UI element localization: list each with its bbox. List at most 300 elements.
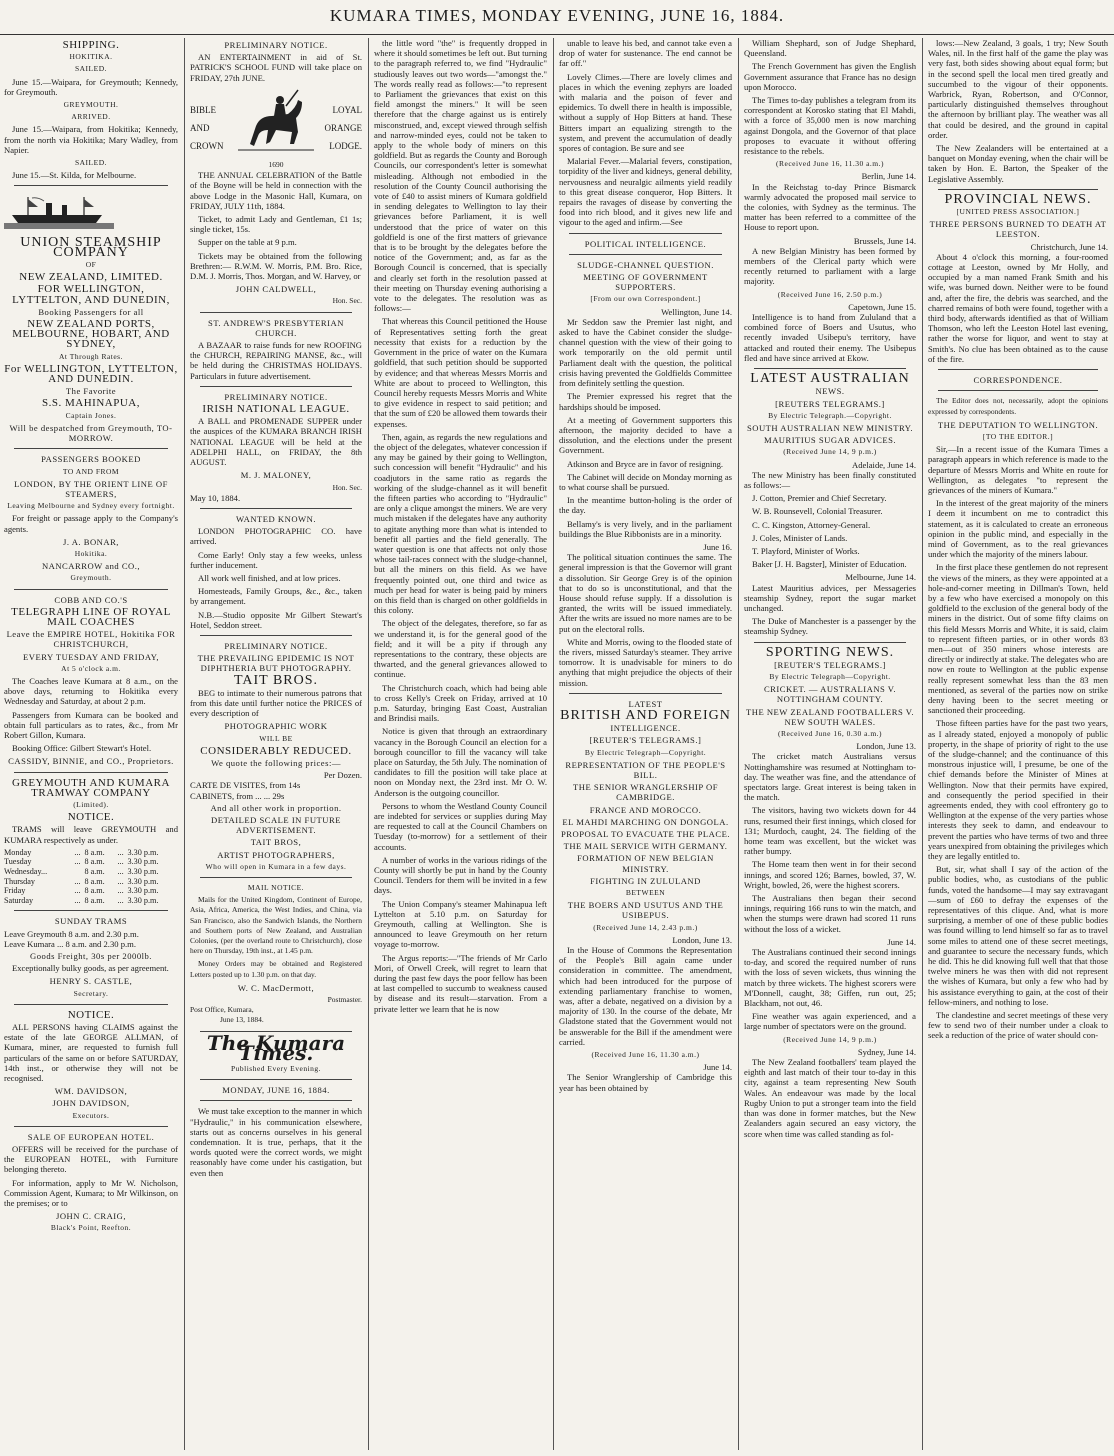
timetable-cell: Monday (4, 847, 32, 857)
ad-heading: SALE OF EUROPEAN HOTEL. (27, 1131, 155, 1142)
lodge-word: ORANGE (324, 122, 362, 133)
ad-text: Secretary. (73, 988, 109, 998)
news-paragraph: The Duke of Manchester is a passenger by the steamship Sydney. (744, 616, 916, 637)
section-heading: PROVINCIAL NEWS. (944, 191, 1092, 207)
timetable-row (4, 877, 178, 887)
ad-text: Post Office, Kumara, (190, 1005, 254, 1015)
letter-paragraph: Those fifteen parties have for the past two years, as I already stated, enjoyed a monopoly of public property, in the shape of priority of right to the use of the sludge-channel; and the continuance of this monstrous injustice will, I presume, be one of the chief demands before the Minister of Mines at Wellington. Now that their permits have expired, and consequently the period specified in their agreements ended, they with cool effrontery go to Wellington at the expense of the very parties whose interests they seek to damn, and endeavour to prevent the parties who have terms of two and three years unexpired from obtaining the privileges which they are legally entitled to. (928, 718, 1108, 862)
credit-line: [REUTER'S TELEGRAMS.] (774, 659, 886, 670)
ad-text: Tickets may be obtained from the following Brethren:— R.W.M. W. Morris, P.M. Bro. Rice, D.M. J. Morris, Thos. Morgan, and W. Harvey, or (190, 250, 362, 282)
news-paragraph: W. B. Rounsevell, Colonial Treasurer. (752, 506, 883, 517)
ad-text: At 5 o'clock a.m. (61, 663, 121, 673)
dateline: London, June 13. (856, 741, 916, 752)
section-heading: NEWS. (815, 386, 845, 397)
ad-text: Leave Greymouth 8 a.m. and 2.30 p.m. (4, 928, 139, 939)
ad-heading: CONSIDERABLY REDUCED. (200, 744, 352, 757)
news-paragraph: At a meeting of Government supporters this afternoon, the majority decided to have a dissolution, and the elections under the present Government. (559, 414, 732, 456)
timetable-cell: ... (74, 847, 81, 857)
ad-text: Captain Jones. (65, 410, 117, 420)
news-paragraph: The visitors, having two wickets down for 44 runs, resumed their first innings, which closed for 131; Murdoch, caught, 24. The fielding of the home team was excellent, but the wicket was rather bumpy. (744, 805, 916, 857)
divider (14, 448, 168, 449)
divider (14, 772, 168, 773)
ad-heading: PASSENGERS BOOKED (41, 454, 141, 465)
ad-text: OF (85, 260, 97, 270)
credit-line: By Electric Telegraph—Copyright. (769, 671, 891, 681)
news-heading: CRICKET. — AUSTRALIANS V. NOTTINGHAM COUNTY. (763, 684, 897, 705)
news-paragraph: In the Reichstag to-day Prince Bismarck warmly advocated the proposed mail service to the colonies, with Sydney as the terminus. The matter has been referred to a committee of the House to report upon. (744, 181, 916, 233)
news-paragraph: Lovely Climes.—There are lovely climes and places in which the evening zephyrs are loaded with malaria and the poison of fever and epidemics. To dwell there in health is impossible, without a supply of Hop Bitters at hand. These Bitters impart an equalizing strength to the system, and prevent the accumulation of deadly spores of contagion. Be sure and see (559, 71, 732, 154)
news-paragraph: Fine weather was again experienced, and a large number of spectators were on the ground. (744, 1011, 916, 1032)
divider (938, 189, 1098, 190)
ad-signature: JOHN DAVIDSON, (52, 1098, 130, 1109)
credit-line: [REUTER'S TELEGRAMS.] (589, 735, 702, 746)
ad-signature: WM. DAVIDSON, (54, 1086, 128, 1097)
news-paragraph: lows:—New Zealand, 3 goals, 1 try; New South Wales, nil. In the first half of the game the play was very fast, both sides showing about equal form; but in the second spell the local men tired greatly and succumbed to the vigour of their opponents. Warbrick, Ryan, Robertson, and O'Connor, particularly distinguished themselves throughout the afternoon by brilliant play. The weather was all that could be desired, and the ground in capital order. (928, 38, 1108, 140)
ad-heading: FOR WELLINGTON, LYTTELTON, AND DUNEDIN, (12, 283, 170, 306)
credit-line: [TO THE EDITOR.] (982, 431, 1054, 441)
lodge-word: LOYAL (332, 104, 362, 115)
section-heading: CORRESPONDENCE. (973, 375, 1063, 386)
news-heading: THE NEW ZEALAND FOOTBALLERS V. NEW SOUTH WALES. (745, 706, 914, 727)
section-heading: MEETING OF GOVERNMENT SUPPORTERS. (583, 272, 708, 293)
section-heading: LATEST AUSTRALIAN (750, 371, 910, 387)
ad-heading: For WELLINGTON, LYTTELTON, AND DUNEDIN. (4, 362, 178, 386)
section-heading: SLUDGE-CHANNEL QUESTION. (577, 259, 714, 270)
ad-text: For information, apply to Mr W. Nicholson, Commission Agent, Kumara; to Mr Wilkinson, on the premises; or to (4, 1177, 178, 1209)
divider (200, 877, 352, 878)
dateline: Brussels, June 14. (853, 235, 916, 246)
dateline: Berlin, June 14. (861, 171, 916, 182)
column-6 (928, 38, 1108, 1450)
editorial-paragraph: We must take exception to the manner in which "Hydraulic," in his communication elsewhere, starts out as concerns ourselves in his general condemnation. It is true, perhaps, that it the words quoted were the correct words, we might reasonably have come under his castigation, but even then (190, 1106, 362, 1178)
ad-text: Exceptionally bulky goods, as per agreement. (12, 963, 169, 974)
ad-text: N.B.—Studio opposite Mr Gilbert Stewart's Hotel, Seddon street. (190, 609, 362, 630)
shipping-heading: SHIPPING. (62, 39, 120, 51)
ad-text: Black's Point, Reefton. (50, 1223, 132, 1233)
news-heading: THE SENIOR WRANGLERSHIP OF CAMBRIDGE. (572, 782, 718, 803)
letter-paragraph: The clandestine and secret meetings of these very few to send two of their number under a cloak to seek a reduction of the price of water should con- (928, 1010, 1108, 1041)
ad-signature: M. J. MALONEY, (240, 470, 312, 481)
ad-heading: THE PREVAILING EPIDEMIC IS NOT DIPHTHERIA BUT PHOTOGRAPHY. (197, 653, 355, 674)
divider (200, 1079, 352, 1080)
section-heading: LATEST (628, 698, 663, 709)
ad-text: (Limited). (73, 799, 109, 809)
news-heading: BETWEEN (625, 888, 666, 898)
column-3 (374, 38, 547, 1450)
divider (569, 693, 722, 694)
credit-line: By Electric Telegraph—Copyright. (584, 747, 707, 757)
ad-heading: NOTICE. (67, 1008, 115, 1021)
lodge-emblem (190, 86, 362, 170)
news-paragraph: The French Government has given the English Government assurance that France has no design upon Morocco. (744, 61, 916, 92)
subheading: HOKITIKA. (69, 52, 113, 62)
ad-heading: TELEGRAPH LINE OF ROYAL MAIL COACHES (11, 605, 171, 628)
price-line: CARTE DE VISITES, from 14s (190, 780, 301, 791)
news-paragraph: Mr Seddon saw the Premier last night, and asked to have the Cabinet consider the sludge-channel question with the view of their going to work temporarily on the old permit until Parliament dealt with the question, the political crisis having prevented the Goldfields Committee from definitely settling the question. (559, 316, 732, 389)
lodge-word: BIBLE (190, 104, 216, 115)
ad-text: OFFERS will be received for the purchase of the EUROPEAN HOTEL, with Furniture belonging thereto. (4, 1144, 178, 1175)
ad-signature: HENRY S. CASTLE, (49, 976, 133, 987)
masthead: KUMARA TIMES, MONDAY EVENING, JUNE 16, 1884. (0, 0, 1114, 35)
ad-text: Goods Freight, 30s per 2000lb. (30, 950, 152, 961)
news-paragraph: William Shephard, son of Judge Shephard, Queensland. (744, 38, 916, 59)
timetable-cell: 8 a.m. (84, 886, 105, 896)
ad-text: At Through Rates. (59, 351, 123, 361)
tram-timetable (4, 848, 178, 906)
divider (14, 1126, 168, 1127)
credit-line: [UNITED PRESS ASSOCIATION.] (956, 207, 1080, 217)
ad-text: Executors. (72, 1110, 110, 1120)
divider (200, 1100, 352, 1101)
timetable-cell: Tuesday (4, 857, 32, 867)
news-heading: SOUTH AUSTRALIAN NEW MINISTRY. (746, 422, 914, 433)
timetable-cell: 3.30 p.m. (127, 895, 159, 905)
news-paragraph: About 4 o'clock this morning, a four-roomed cottage at Leeston, owned by Mr Holly, and occupied by a man named Frank Smith and his wife, was burned down. Neither were to be found and, after the fire, the debris was searched, and the charred remains of both were found, together with a third body, afterwards identified as that of William Thomson, who left the Leeston Hotel last evening, rather the worse for liquor, and went to stay at Smith's. No clue has been obtained as to the cause of the fire. (928, 251, 1108, 364)
ad-signature: JOHN C. CRAIG, (55, 1211, 127, 1222)
letter-paragraph: Sir,—In a recent issue of the Kumara Times a paragraph appears in which reference is made to the departure of Messrs Morris and White en route for Wellington, as delegates "to represent the grievances of the miners of Kumara." (928, 444, 1108, 495)
ad-signature: JOHN CALDWELL, (235, 284, 317, 295)
dateline: Capetown, June 15. (848, 301, 916, 312)
news-paragraph: The Senior Wranglership of Cambridge this year has been obtained by (559, 1072, 732, 1093)
ad-text: Booking Passengers for all (38, 306, 144, 317)
timetable-cell: ... (117, 895, 124, 905)
ad-signature: J. A. BONAR, (63, 536, 119, 547)
news-paragraph: C. C. Kingston, Attorney-General. (752, 519, 871, 530)
ad-text: LONDON PHOTOGRAPHIC CO. have arrived. (190, 526, 362, 547)
ad-text: THE ANNUAL CELEBRATION of the Battle of the Boyne will be held in connection with the above Lodge in the Masonic Hall, Kumara, on FRIDAY, JULY 11th, 1884. (190, 170, 362, 211)
column-rule (553, 38, 554, 1450)
ad-text: Who will open in Kumara in a few days. (205, 861, 347, 871)
news-paragraph: The Christchurch coach, which had being able to cross Kelly's Creek on Friday, arrived at 10 p.m. Saturday, bringing East Coast, Australian and Brindisi mails. (374, 682, 547, 724)
ad-text: Leave the EMPIRE HOTEL, Hokitika FOR CHRISTCHURCH, (6, 629, 176, 650)
ad-text: Money Orders may be obtained and Registered Letters posted up to 1.30 p.m. on that day. (190, 959, 362, 979)
ad-text: Per Dozen. (323, 770, 362, 781)
news-heading: PROPOSAL TO EVACUATE THE PLACE. (560, 829, 730, 840)
ad-text: The Favorite (65, 386, 117, 397)
ad-heading: TAIT BROS. (233, 672, 319, 688)
divider (754, 642, 906, 643)
timetable-cell: ... (117, 857, 124, 867)
timetable-cell: 8 a.m. (84, 857, 105, 867)
divider (938, 390, 1098, 391)
letter-paragraph: In the interest of the great majority of the miners I deem it incumbent on me to contradict this statement, as it is calculated to create an erroneous opinion in the public mind, and especially in the mind of Government, as to the real grievances under which the majority of the miners labour. (928, 498, 1108, 560)
news-heading: FIGHTING IN ZULULAND (590, 875, 701, 886)
timetable-cell: 3.30 p.m. (127, 886, 159, 896)
news-paragraph: Intelligence is to hand from Zululand that a combined force of Boers and Usutus, who recently invaded Usibepu's territory, have attacked and routed their enemy. The Usibepus fled and have since arrived at Ekow. (744, 312, 916, 363)
ad-text: Passengers from Kumara can be booked and obtain full particulars as to rates, &c., from Mr Robert Gillon, Kumara. (4, 709, 178, 740)
dateline: Christchurch, June 14. (1030, 241, 1108, 252)
ad-signature: CASSIDY, BINNIE, and CO., Proprietors. (8, 756, 174, 767)
timetable-row (4, 848, 178, 858)
ad-text: A BALL and PROMENADE SUPPER under the auspices of the KUMARA BRANCH IRISH NATIONAL LEAGUE will be held at the ADELPHI HALL, on FRIDAY, the 8th AUGUST. (190, 416, 362, 468)
news-paragraph: unable to leave his bed, and cannot take even a drop of water for sustenance. The end cannot be far off." (559, 38, 732, 69)
ad-signature: ARTIST PHOTOGRAPHERS, (217, 849, 335, 860)
subheading: SAILED. (74, 64, 108, 74)
ad-text: And all other work in proportion. (210, 802, 342, 813)
credit-line: By Electric Telegraph.—Copyright. (768, 410, 892, 420)
newspaper-nameplate: The Kumara Times. (206, 1030, 346, 1065)
news-heading: THE DEPUTATION TO WELLINGTON. (937, 419, 1099, 430)
letter-paragraph: In the first place these gentlemen do not represent the views of the miners, as they were appointed at a hole-and-corner meeting in Dillman's Town, held by a few who have exercised a monopoly on this goldfield to the exclusion of the general body of the miners in the district. Out of some fifty claims on this field Messrs Morris and White, it is said, claim to represent fifteen parties, or in other words 83 men—out of 350 miners whose interests are directly or indirectly at stake. The delegates who are now en route to Wellington at the public expense really represent somewhat less than the 83 men mentioned, as several of the parties now on strike deny having been to the secret meeting or sanctioned their proceeding. (928, 562, 1108, 716)
timetable-row (4, 867, 178, 877)
ad-text: BEG to intimate to their numerous patrons that from this date until further notice the PRICES of every description of (190, 687, 362, 719)
dateline: Melbourne, June 14. (845, 572, 916, 583)
news-paragraph: J. Coles, Minister of Lands. (752, 532, 848, 543)
editorial-paragraph: the little word "the" is frequently dropped in where it should sometimes be left out. But turning to the paragraph referred to, we find "Hydraulic" studiously leaves out two words—"amongst the." The words really read as follows:—"to represent to Parliament the grievances that exist on this field amongst the miners." It will be seen therefore that the charge against us is entirely misconstrued, and, except viewed through selfish and narrow-minded eyes, could not be taken to apply to the whole body of miners on this goldfield. But as regards the County and Borough Councils, our correspondent's letter is somewhat misleading. Although not embodied in the resolution of the County Council authorising the vote of £40 to assist miners of Kumara goldfield in sending delegates to Wellington to lay their grievances before Parliament, it is well understood that the price of water on this goldfield is one of the first matters of grievance that is to be brought by the delegates before the notice of the Government; and, as far as the Borough Council is concerned, that is specially and clearly set forth in the resolution passed at their meeting on Thursday evening authorising a vote to the delegates. The resolution was as follows:— (374, 38, 547, 314)
news-heading: FORMATION OF NEW BELGIAN MINISTRY. (577, 853, 714, 874)
timetable-cell: ... (74, 886, 81, 896)
ad-heading: ST. ANDREW'S PRESBYTERIAN CHURCH. (208, 317, 344, 338)
ad-text: TRAMS will leave GREYMOUTH and KUMARA respectively as under. (4, 824, 178, 845)
ad-text: Leaving Melbourne and Sydney every fortnight. (7, 501, 175, 511)
ad-heading: S.S. MAHINAPUA, (42, 397, 140, 410)
ad-text: AN ENTERTAINMENT in aid of St. PATRICK'S SCHOOL FUND will take place on FRIDAY, 27th JUNE. (190, 52, 362, 83)
section-heading: INTELLIGENCE. (610, 723, 681, 734)
ad-signature: NANCARROW and CO., (41, 561, 141, 572)
ad-heading: GREYMOUTH AND KUMARA TRAMWAY COMPANY (12, 776, 170, 799)
news-paragraph: The New Zealand footballers' team played the eighth and last match of their tour to-day in this city, against a team representing New South Wales. An endeavour was made by the local Rugby Union to put a stronger team into the field than was done in former matches, but the New Zealanders again secured an easy victory, the score when time was called standing as fol- (744, 1057, 916, 1139)
ad-text: Published Every Evening. (230, 1064, 322, 1074)
steamship-illustration (4, 195, 114, 229)
column-rule (184, 38, 185, 1450)
news-paragraph: Persons to whom the Westland County Council are indebted for services or supplies during May are requested to call at the Council Chambers on Tuesday (to-morrow) for a settlement of their accounts. (374, 800, 547, 852)
timetable-cell: 8 a.m. (84, 895, 105, 905)
news-paragraph: White and Morris, owing to the flooded state of the rivers, missed Saturday's steamer. They arrive tomorrow. It is unadvisable for miners to do anything that might prejudice the objects of their mission. (559, 636, 732, 688)
subheading: SAILED. (74, 158, 108, 168)
ad-text: May 10, 1884. (190, 492, 241, 503)
editorial-paragraph: The object of the delegates, therefore, so far as we understand it, is for the general good of the field; and it will be a pity if through any representations to the contrary, these objects are thwarted, and the general grievances allowed to continue. (374, 618, 547, 680)
news-heading: THE BOERS AND USUTUS AND THE USIBEPUS. (567, 900, 724, 921)
ad-heading: MAIL NOTICE. (247, 883, 305, 892)
ad-text: We quote the following prices:— (211, 757, 341, 768)
ad-heading: UNION STEAMSHIP COMPANY (20, 234, 162, 260)
news-paragraph: Notice is given that through an extraordinary vacancy in the Borough Council an election for a borough councillor to fill the vacancy will take place on Saturday, the 5th July. The nomination of candidates to fill the position will take place at noon on Monday next, the 23rd inst. Mr O. W. Anderson is the outgoing councillor. (374, 726, 547, 798)
ad-heading: NOTICE. (67, 811, 115, 824)
news-paragraph: The cricket match Australians versus Nottinghamshire was resumed at Nottingham to-day. The weather was fine, and the attendance of spectators large. Great interest is being taken in the match. (744, 751, 916, 803)
timetable-cell: ... (74, 876, 81, 886)
column-rule (368, 38, 369, 1450)
section-heading: BRITISH AND FOREIGN (560, 707, 731, 723)
ad-heading: LONDON, BY THE ORIENT LINE OF STEAMERS, (14, 478, 168, 499)
news-paragraph: A number of works in the various ridings of the County will shortly be put in hand by the County Council. Tenders for them will be invited in a few days. (374, 854, 547, 896)
ad-text: Postmaster. (327, 995, 362, 1005)
ad-heading: PRELIMINARY NOTICE. (224, 40, 328, 50)
news-paragraph: Malarial Fever.—Malarial fevers, constipation, torpidity of the liver and kidneys, general debility, nervousness and neuralgic ailments yield readily to this great disease conqueror, Hop Bitters. It repairs the ravages of disease by converting the food into rich blood, and it gives new life and vigour to the aged and infirm.—See (559, 156, 732, 228)
divider (14, 185, 168, 186)
news-heading: THREE PERSONS BURNED TO DEATH AT LEESTON. (929, 219, 1107, 240)
news-paragraph: The Home team then went in for their second innings, and scored 126; Barnes, bowled, 37, W. Wright, bowled, 26, were the highest scorers. (744, 859, 916, 890)
price-line: CABINETS, from ... ... 29s (190, 790, 285, 801)
received-line: (Received June 16, 11.30 a.m.) (591, 1050, 700, 1060)
news-paragraph: The Union Company's steamer Mahinapua left Lyttelton at 5.10 p.m. on Saturday for Greymouth, calling at Wellington. She is announced to leave Greymouth on her return voyage to-morrow. (374, 898, 547, 950)
received-line: (Received June 16, 2.50 p.m.) (777, 289, 883, 299)
divider (200, 386, 352, 387)
divider (14, 1004, 168, 1005)
news-paragraph: The Argus reports:—"The friends of Mr Carlo Mori, of Orwell Creek, will regret to learn that during the past few days the poor fellow has been at last compelled to succumb to weakness caused by disease and its result—starvation. From a private letter we learn that he is now (374, 952, 547, 1014)
news-paragraph: The Cabinet will decide on Monday morning as to what course shall be pursued. (559, 471, 732, 492)
ad-text: Will be despatched from Greymouth, TO-MORROW. (9, 422, 173, 444)
timetable-cell: 3.30 p.m. (127, 876, 159, 886)
news-heading: THE MAIL SERVICE WITH GERMANY. (563, 841, 728, 852)
divider (569, 233, 722, 234)
timetable-cell: Wednesday... (4, 866, 48, 876)
ad-text: Booking Office: Gilbert Stewart's Hotel. (12, 743, 152, 754)
column-2 (190, 38, 362, 1450)
divider (200, 635, 352, 636)
subheading: GREYMOUTH. (63, 100, 119, 110)
news-heading: REPRESENTATION OF THE PEOPLE'S BILL. (565, 759, 726, 780)
news-paragraph: Latest Mauritius advices, per Messageries steamship Sydney, report the sugar market unchanged. (744, 582, 916, 613)
timetable-cell: Friday (4, 886, 26, 896)
news-paragraph: The Premier expressed his regret that the hardships should be imposed. (559, 391, 732, 412)
timetable-cell: 8 a.m. (84, 876, 105, 886)
received-line: (Received June 14, 2.43 p.m.) (593, 922, 698, 932)
ad-text: Come Early! Only stay a few weeks, unless further inducement. (190, 549, 362, 570)
timetable-cell (74, 867, 84, 877)
timetable-row (4, 886, 178, 896)
credit-line: [From our own Correspondent.] (590, 294, 701, 304)
timetable-cell: Thursday (4, 876, 35, 886)
news-paragraph: In the House of Commons the Representation of the People's Bill again came under consideration in committee. The amendment, which had been introduced for the purpose of extending parliamentary franchise to women, was, after a debate, negatived on a division by a majority of 130. In the course of the debate, Mr Gladstone stated that the Government would not be answerable for the Bill if the amendment were carried. (559, 945, 732, 1047)
ad-text: WILL BE (259, 733, 293, 743)
ad-heading: IRISH NATIONAL LEAGUE. (202, 403, 350, 416)
ad-text: Leave Kumara ... 8 a.m. and 2.30 p.m. (4, 938, 136, 949)
column-1 (4, 38, 178, 1450)
lodge-word: LODGE. (329, 141, 362, 152)
dateline: Wellington, June 14. (661, 306, 732, 317)
ad-signature: W. C. MacDermott, (237, 982, 315, 993)
lodge-word: CROWN (190, 141, 224, 152)
news-paragraph: A new Belgian Ministry has been formed by members of the Clerical party which were recently returned to parliament with a large majority. (744, 245, 916, 287)
ad-text: For freight or passage apply to the Company's agents. (4, 513, 178, 534)
ad-text: Mails for the United Kingdom, Continent of Europe, Asia, Africa, America, the West Indies, and China, via San Francisco, also the Sandwich Islands, the Northern and Southern ports of New Zealand, and Australian Colonies, (per the overland route to Christchurch), close here on Thursday, 19th inst., at 1.45 p.m. (190, 895, 362, 956)
shipping-entry: June 15.—Waipara, for Greymouth; Kennedy, for Greymouth. (4, 76, 178, 97)
ad-text: June 13, 1884. (220, 1015, 264, 1025)
column-5 (744, 38, 916, 1450)
timetable-cell: Saturday (4, 895, 34, 905)
news-paragraph: Baker [J. H. Bagster], Minister of Education. (752, 559, 907, 570)
news-paragraph: The Australians continued their second innings to-day, and scored the required number of runs with the loss of seven wickets, thus winning the match by three wickets. The highest scorers were M'Donnell, caught, 38; Giffen, run out, 25; Blackham, not out, 46. (744, 947, 916, 1009)
letter-paragraph: But, sir, what shall I say of the action of the public bodies, who, as custodians of the public funds, voted the handsome—I may say extravagant—sum of £60 to defray the expenses of the representatives of this clique. And, what is more surprising, a member of one of these public bodies was found willing to lend himself so far as to travel some miles to attend one of these secret meetings, and guarantee to secure the necessary funds, which he did. This he did knowing full well that that those twelve miners he was then with did not represent the wishes of Kumara, but only a few who had by his assistance everything to gain, at the cost of their fellow-miners, and nothing to lose. (928, 864, 1108, 1007)
news-heading: MAURITIUS SUGAR ADVICES. (763, 435, 897, 446)
ad-text: A BAZAAR to raise funds for new ROOFING the CHURCH, REPAIRING MANSE, &c., will be held during the CHRISTMAS HOLIDAYS. Particulars in future advertisement. (190, 340, 362, 381)
news-paragraph: T. Playford, Minister of Works. (752, 545, 860, 556)
dateline: London, June 13. (672, 934, 732, 945)
timetable-row (4, 857, 178, 867)
timetable-cell: ... (74, 895, 81, 905)
ad-heading: DETAILED SCALE IN FUTURE ADVERTISEMENT. (211, 814, 341, 836)
ad-text: Hon. Sec. (332, 482, 362, 492)
column-rule (922, 38, 923, 1450)
ad-heading: NEW ZEALAND, LIMITED. (19, 271, 163, 284)
timetable-cell: 8 a.m. (84, 866, 105, 876)
news-paragraph: The New Zealanders will be entertained at a banquet on Monday evening, when the chair will be taken by Hon. E. Barton, the Speaker of the Legislative Assembly. (928, 143, 1108, 184)
timetable-cell: 3.30 p.m. (127, 857, 159, 867)
ad-heading: COBB AND CO.'S (54, 594, 128, 605)
news-paragraph: The Australians then began their second innings, requiring 166 runs to win the match, and when the stumps were drawn had scored 11 runs without the loss of a wicket. (744, 893, 916, 934)
ad-text: All work well finished, and at low prices. (198, 572, 341, 583)
ad-text: Greymouth. (70, 573, 112, 583)
news-paragraph: The new Ministry has been finally constituted as follows:— (744, 469, 916, 490)
editorial-paragraph: Then, again, as regards the new regulations and the object of the delegates, whatever concession if any may be gained by their going to Wellington, such concession will benefit "Hydraulic" and his coadjutors in the same ratio as regards the working of the sludge-channel as it will benefit the fifteen parties who according to "Hydraulic" are only a clique amongst the miners. We are very much mistaken if the delegates have any authority to agitate anything more than what is intended to benefit all parties and the field generally. The water question is one that affects not only those whose tail-races connect with the sludge-channel, but all the miners on this field. As we have frequently pointed out, one third and twice as much per head for water is being paid by miners on this field than is charged on other goldfields in this colony. (374, 431, 547, 616)
divider (200, 312, 352, 313)
divider (569, 254, 722, 255)
ad-heading: WANTED KNOWN. (235, 513, 316, 524)
news-paragraph: In the meantime button-holing is the order of the day. (559, 495, 732, 516)
dateline: June 14. (703, 1062, 732, 1073)
dateline: Sydney, June 14. (857, 1046, 916, 1057)
lodge-year: 1690 (268, 160, 284, 170)
ad-signature: TAIT BROS, (250, 837, 302, 848)
ad-heading: PHOTOGRAPHIC WORK (224, 721, 328, 732)
credit-line: [REUTERS TELEGRAMS.] (775, 398, 885, 409)
ad-text: ALL PERSONS having CLAIMS against the estate of the late GEORGE ALLMAN, of Kumara, miner, are requested to furnish full particulars of the same on or before SATURDAY, 14th inst., or otherwise they will not be recognised. (4, 1021, 178, 1083)
lodge-word: AND (190, 122, 210, 133)
news-heading: EL MAHDI MARCHING ON DONGOLA. (562, 816, 729, 827)
ad-heading: SUNDAY TRAMS (54, 916, 128, 927)
divider (14, 589, 168, 590)
ad-heading: PRELIMINARY NOTICE. (224, 391, 328, 402)
ad-text: Hokitika. (74, 548, 108, 558)
subheading: ARRIVED. (71, 112, 111, 122)
ad-heading: EVERY TUESDAY AND FRIDAY, (22, 651, 160, 662)
dateline: June 16. (703, 541, 732, 552)
timetable-cell: 3.30 p.m. (127, 847, 159, 857)
received-line: (Received June 14, 9 p.m.) (783, 447, 877, 457)
dateline: June 14. (887, 936, 916, 947)
news-paragraph: Atkinson and Bryce are in favor of resigning. (567, 458, 724, 469)
ad-text: Homesteads, Family Groups, &c., &c., taken by arrangement. (190, 586, 362, 607)
received-line: (Received June 16, 0.30 a.m.) (777, 728, 883, 738)
shipping-entry: June 15.—St. Kilda, for Melbourne. (12, 170, 137, 181)
divider (938, 369, 1098, 370)
dateline: Adelaide, June 14. (852, 459, 916, 470)
ad-text: TO AND FROM (62, 466, 120, 476)
column-rule (738, 38, 739, 1450)
ad-text: Supper on the table at 9 p.m. (198, 237, 297, 248)
news-paragraph: J. Cotton, Premier and Chief Secretary. (752, 493, 887, 504)
column-4 (559, 38, 732, 1450)
editorial-paragraph: That whereas this Council petitioned the House of Representatives setting forth the great necessity that exists for a reduction by the Government in the price of water on the Kumara goldfield, that such petition should be supported by evidence; and that whereas Messrs Morris and White are about to proceed to Wellington, this Council hereby requests Messrs Morris and White to give evidence in respect to said petition; and that the sum of £20 be allowed them towards their expenses. (374, 316, 547, 429)
ad-heading: NEW ZEALAND PORTS, MELBOURNE, HOBART, AND SYDNEY, (12, 318, 170, 351)
shipping-entry: June 15.—Waipara, from Hokitika; Kennedy, from the north via Hokitika; Mary Wadley, from Napier. (4, 124, 178, 155)
timetable-cell: ... (117, 876, 124, 886)
received-line: (Received June 16, 11.30 a.m.) (775, 159, 885, 169)
timetable-cell: ... (74, 857, 81, 867)
divider (200, 508, 352, 509)
news-paragraph: The political situation continues the same. The general impression is that the Governor will grant a dissolution. Sir George Grey is of the opinion that to do so is unconstitutional, and that the House should refuse supply. If a dissolution is granted, the writs will be issued immediately. After the writs are issued no more names are to be put on the electoral rolls. (559, 552, 732, 634)
timetable-row (4, 896, 178, 906)
divider (754, 368, 906, 369)
timetable-cell: ... (117, 847, 124, 857)
timetable-cell: 3.30 p.m. (127, 866, 159, 876)
section-heading: POLITICAL INTELLIGENCE. (584, 238, 707, 249)
news-heading: FRANCE AND MOROCCO. (589, 804, 702, 815)
ad-heading: PRELIMINARY NOTICE. (224, 640, 328, 651)
editorial-date: MONDAY, JUNE 16, 1884. (222, 1085, 330, 1096)
horseman-illustration (236, 86, 316, 158)
editor-note: The Editor does not, necessarily, adopt the opinions expressed by correspondents. (928, 396, 1108, 416)
ad-text: Ticket, to admit Lady and Gentleman, £1 1s; single ticket, 15s. (190, 214, 362, 235)
ad-text: Hon. Sec. (332, 296, 362, 306)
received-line: (Received June 14, 9 p.m.) (783, 1034, 877, 1044)
ad-text: The Coaches leave Kumara at 8 a.m., on the above days, returning to Hokitika every Wednesday and Saturday, at about 2 p.m. (4, 675, 178, 707)
news-paragraph: Bellamy's is very lively, and in the parliament buildings the Blue Ribbonists are in a minority. (559, 518, 732, 539)
section-heading: SPORTING NEWS. (765, 644, 895, 660)
timetable-cell: ... (117, 866, 124, 876)
timetable-cell: ... (117, 886, 124, 896)
divider (14, 910, 168, 911)
